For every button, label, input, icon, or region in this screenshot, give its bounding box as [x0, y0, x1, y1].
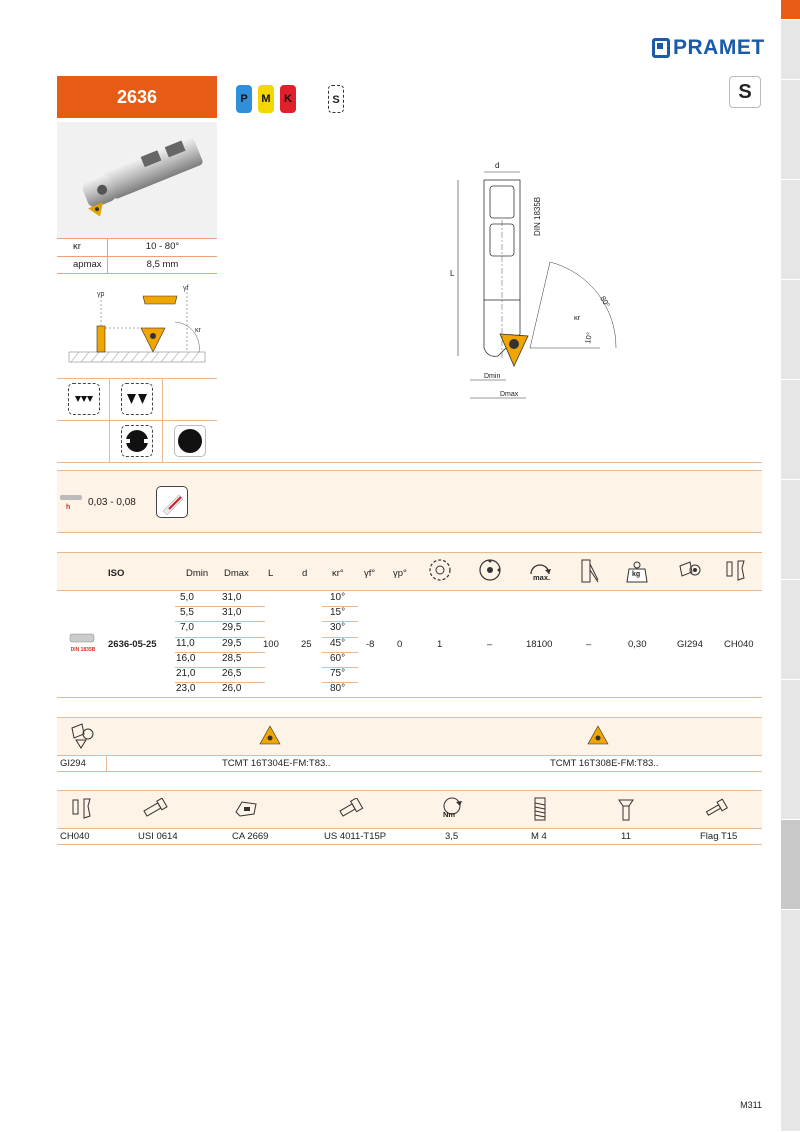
- part-item[interactable]: CA 2669: [232, 831, 269, 842]
- svg-text:h: h: [66, 504, 71, 510]
- table-header-band: [57, 552, 762, 590]
- wrench-icon: [704, 798, 730, 818]
- rpm-cell: 18100: [526, 639, 553, 650]
- category-badge: S: [729, 76, 761, 108]
- insert-screw-icon: [338, 798, 364, 818]
- clamp-screw-icon: [142, 798, 168, 818]
- l-cell: 100: [263, 639, 279, 650]
- parts-ref-code: CH040: [60, 831, 90, 842]
- part-item: 3,5: [445, 831, 459, 842]
- row-divider: [175, 667, 265, 668]
- balance-cell: –: [586, 639, 592, 650]
- teeth-count-icon: [428, 558, 452, 582]
- chip-thickness-icon: [58, 490, 86, 510]
- spare-parts-icon: [724, 558, 748, 584]
- divider: [57, 462, 762, 463]
- row-divider: [175, 637, 265, 638]
- dmin-label: Dmin: [484, 373, 501, 380]
- row-divider: [175, 621, 265, 622]
- part-item[interactable]: US 4011-T15P: [324, 831, 387, 842]
- gamma-p-label: γp: [97, 291, 105, 298]
- index-tabs: [781, 0, 800, 1132]
- triangle-insert-icon: [586, 724, 610, 746]
- dmax-cell: 26,0: [222, 683, 242, 694]
- kr-cell: 30°: [330, 622, 346, 633]
- spec-row-ap: [57, 256, 217, 274]
- insert-item[interactable]: TCMT 16T304E-FM:T83..: [222, 758, 331, 769]
- dmin-cell: 21,0: [176, 668, 196, 679]
- tool-dimension-drawing: [440, 158, 630, 408]
- divider: [57, 470, 762, 471]
- gp-cell: 0: [397, 639, 403, 650]
- th-gp: γp°: [393, 568, 407, 579]
- rake-angle-diagram: [57, 282, 217, 372]
- divider: [57, 697, 762, 698]
- max-label: max.: [533, 573, 551, 582]
- tab-current[interactable]: [781, 820, 800, 910]
- th-iso: ISO: [108, 568, 125, 579]
- row-divider: [322, 667, 358, 668]
- divider: [57, 844, 762, 845]
- row-divider: [322, 606, 358, 607]
- hm-value: 0,03 - 0,08: [88, 497, 136, 508]
- divider: [57, 755, 762, 756]
- insert-ref-icon: [68, 722, 96, 750]
- l-label: L: [450, 269, 455, 278]
- divider: [57, 378, 217, 379]
- page-number: M311: [740, 1100, 762, 1110]
- max-rpm-icon: [527, 560, 555, 584]
- part-item[interactable]: Flag T15: [700, 831, 738, 842]
- divider: [57, 532, 762, 533]
- row-divider: [175, 652, 265, 653]
- th-kr: κr°: [332, 568, 344, 579]
- th-dmin: Dmin: [186, 568, 209, 579]
- kr-cell: 75°: [330, 668, 346, 679]
- spare-parts-icon: [70, 796, 94, 822]
- dmin-cell: 7,0: [180, 622, 194, 633]
- angle-min-label: 10°: [583, 331, 594, 345]
- logo-text: PRAMET: [673, 36, 765, 59]
- kr-cell: 45°: [330, 638, 346, 649]
- balance-icon: [580, 558, 600, 584]
- part-item: M 4: [531, 831, 547, 842]
- kr-diagram-label: κr: [195, 327, 201, 334]
- divider: [57, 420, 217, 421]
- row-divider: [175, 606, 265, 607]
- row-divider: [322, 652, 358, 653]
- logo-mark-icon: [652, 38, 670, 58]
- screw-length-icon: [617, 796, 635, 822]
- spec-row-kr: [57, 238, 217, 256]
- pramet-logo: [652, 36, 765, 60]
- tab[interactable]: [781, 20, 800, 80]
- spec-value: 8,5 mm: [107, 257, 217, 273]
- insert-ref-code: GI294: [60, 758, 86, 769]
- weight-cell: 0,30: [628, 639, 647, 650]
- kr-cell: 80°: [330, 683, 346, 694]
- triangle-insert-icon: [258, 724, 282, 746]
- dmin-cell: 5,5: [180, 607, 194, 618]
- divider: [57, 552, 762, 553]
- dmax-cell: 29,5: [222, 638, 242, 649]
- dmax-cell: 28,5: [222, 653, 242, 664]
- material-m-badge: M: [258, 85, 274, 113]
- kg-label: kg: [632, 571, 641, 578]
- angle-max-label: 80°: [598, 294, 612, 309]
- kr-drawing-label: κr: [574, 313, 581, 322]
- face-milling-icon: [121, 383, 153, 415]
- d-label: d: [495, 161, 500, 170]
- th-gf: γf°: [364, 568, 376, 579]
- material-k-badge: K: [280, 85, 296, 113]
- row-divider: [322, 682, 358, 683]
- circular-interpolation-icon: [121, 425, 153, 457]
- d-cell: 25: [301, 639, 312, 650]
- torque-icon: [440, 796, 464, 822]
- tab[interactable]: [781, 580, 800, 680]
- th-l: L: [268, 568, 274, 579]
- clamp-icon: [232, 798, 260, 818]
- dmax-cell: 31,0: [222, 607, 242, 618]
- tab-active[interactable]: [781, 0, 800, 20]
- row-divider: [322, 637, 358, 638]
- thread-icon: [532, 796, 548, 822]
- helical-interpolation-icon: [174, 425, 206, 457]
- dmin-cell: 11,0: [176, 638, 195, 649]
- din-holder-badge: [68, 632, 98, 654]
- kr-cell: 60°: [330, 653, 346, 664]
- dmax-cell: 29,5: [222, 622, 242, 633]
- gf-cell: -8: [366, 639, 375, 650]
- spec-label: κr: [73, 241, 81, 252]
- divider: [57, 590, 762, 591]
- insert-item[interactable]: TCMT 16T308E-FM:T83..: [550, 758, 659, 769]
- gamma-f-label: γf: [183, 285, 189, 292]
- tab[interactable]: [781, 80, 800, 180]
- tab[interactable]: [781, 680, 800, 820]
- din-label: DIN 1835B: [533, 196, 542, 236]
- insert-ref-icon: [676, 558, 702, 584]
- dmax-cell: 31,0: [222, 592, 242, 603]
- coolant-icon: [478, 558, 502, 582]
- iso-code: 2636-05-25: [108, 639, 157, 650]
- product-photo: [57, 122, 217, 238]
- spec-label: apmax: [73, 259, 102, 270]
- nm-label: Nm: [443, 810, 456, 819]
- dmax-label: Dmax: [500, 391, 519, 398]
- part-item: 11: [621, 831, 631, 842]
- din-badge-text: DIN 1835B: [70, 647, 96, 653]
- spec-value: 10 - 80°: [107, 239, 217, 256]
- row-divider: [175, 682, 265, 683]
- tab[interactable]: [781, 380, 800, 480]
- material-s-badge: S: [328, 85, 344, 113]
- dmin-cell: 16,0: [176, 653, 196, 664]
- kr-cell: 10°: [330, 592, 346, 603]
- dmax-cell: 26,5: [222, 668, 242, 679]
- divider: [57, 790, 762, 791]
- material-p-badge: P: [236, 85, 252, 113]
- product-title: 2636: [57, 76, 217, 118]
- tab[interactable]: [781, 480, 800, 580]
- weight-icon: [626, 560, 648, 584]
- surface-finish-icon: [156, 486, 188, 518]
- row-divider: [322, 621, 358, 622]
- kr-cell: 15°: [330, 607, 346, 618]
- divider: [106, 755, 107, 771]
- th-d: d: [302, 568, 308, 579]
- parts-ref-cell: CH040: [724, 639, 754, 650]
- teeth-cell: 1: [437, 639, 443, 650]
- tab[interactable]: [781, 910, 800, 1132]
- dmin-cell: 5,0: [180, 592, 194, 603]
- divider: [57, 828, 762, 829]
- coolant-cell: –: [487, 639, 493, 650]
- inserts-header-band: [57, 717, 762, 755]
- dmin-cell: 23,0: [176, 683, 196, 694]
- tab[interactable]: [781, 180, 800, 280]
- shoulder-milling-icon: [68, 383, 100, 415]
- part-item[interactable]: USI 0614: [138, 831, 178, 842]
- divider: [57, 771, 762, 772]
- insert-ref-cell: GI294: [677, 639, 703, 650]
- divider: [57, 717, 762, 718]
- th-dmax: Dmax: [224, 568, 249, 579]
- tab[interactable]: [781, 280, 800, 380]
